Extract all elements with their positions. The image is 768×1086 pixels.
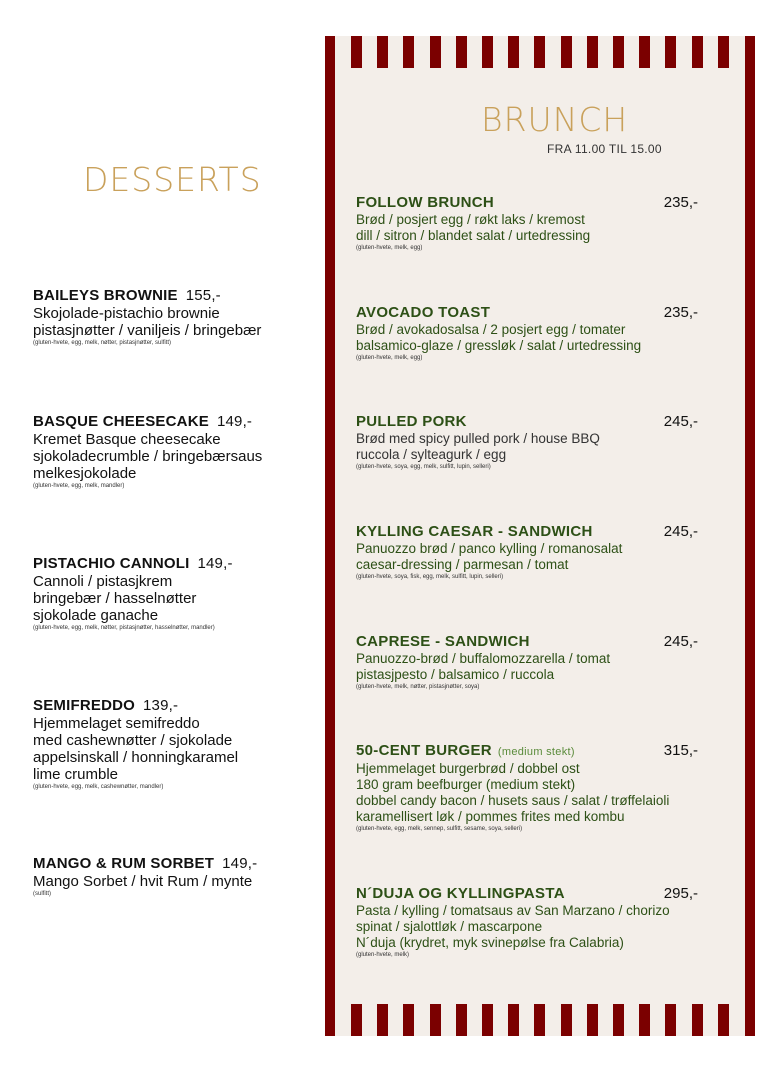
brunch-allergens: (gluten-hvete, melk, nøtter, pistasjnøtter, soya) xyxy=(356,684,480,690)
brunch-desc-line: dobbel candy bacon / husets saus / salat / trøffelaioli xyxy=(356,793,670,808)
desserts-heading: DESSERTS xyxy=(83,160,262,199)
brunch-desc-line: Brød / posjert egg / røkt laks / kremost xyxy=(356,212,585,227)
dessert-item-mango-rum-sorbet xyxy=(33,855,313,898)
dessert-desc-line: bringebær / hasselnøtter xyxy=(33,590,197,607)
brunch-desc-line: pistasjpesto / balsamico / ruccola xyxy=(356,667,555,682)
brunch-item-50-cent-burger xyxy=(356,742,706,833)
dessert-name: BASQUE CHEESECAKE xyxy=(33,413,209,430)
brunch-item-note: (medium stekt) xyxy=(497,746,575,758)
dessert-desc-line: lime crumble xyxy=(33,766,119,783)
brunch-desc-line: spinat / sjalottløk / mascarpone xyxy=(356,919,543,934)
brunch-desc-line: ruccola / sylteagurk / egg xyxy=(356,447,507,462)
dessert-name: MANGO & RUM SORBET xyxy=(33,855,215,872)
dessert-item-semifreddo xyxy=(33,697,313,791)
brunch-desc-line: balsamico-glaze / gressløk / salat / urtedressing xyxy=(356,338,642,353)
dessert-allergens: (sulfitt) xyxy=(33,891,51,897)
brunch-item-name: KYLLING CAESAR - SANDWICH xyxy=(356,523,593,540)
brunch-desc-line: dill / sitron / blandet salat / urtedressing xyxy=(356,228,591,243)
dessert-price: 139,- xyxy=(143,697,179,714)
dessert-name: PISTACHIO CANNOLI xyxy=(33,555,190,572)
brunch-item-follow-brunch xyxy=(356,194,706,252)
brunch-desc-line: caesar-dressing / parmesan / tomat xyxy=(356,557,569,572)
brunch-item-price: 245,- xyxy=(663,633,698,650)
brunch-item-avocado-toast xyxy=(356,304,706,362)
dessert-allergens: (gluten-hvete, egg, melk, mandler) xyxy=(33,483,125,489)
dessert-desc-line: appelsinskall / honningkaramel xyxy=(33,749,239,766)
dessert-name: SEMIFREDDO xyxy=(33,697,136,714)
brunch-desc-line: Brød / avokadosalsa / 2 posjert egg / tomater xyxy=(356,322,626,337)
brunch-desc-line: Panuozzo-brød / buffalomozzarella / tomat xyxy=(356,651,611,666)
brunch-item-price: 235,- xyxy=(663,304,698,321)
brunch-allergens: (gluten-hvete, melk, egg) xyxy=(356,245,423,251)
brunch-item-name: AVOCADO TOAST xyxy=(356,304,491,321)
dessert-price: 149,- xyxy=(197,555,233,572)
brunch-hours: FRA 11.00 TIL 15.00 xyxy=(547,142,662,156)
brunch-item-caprese-sandwich xyxy=(356,633,706,691)
dessert-desc-line: Mango Sorbet / hvit Rum / mynte xyxy=(33,873,253,890)
brunch-item-price: 235,- xyxy=(663,194,698,211)
dessert-item-pistachio-cannoli xyxy=(33,555,313,632)
brunch-item-name: CAPRESE - SANDWICH xyxy=(356,633,530,650)
brunch-desc-line: Brød med spicy pulled pork / house BBQ xyxy=(356,431,600,446)
brunch-item-name: N´DUJA OG KYLLINGPASTA xyxy=(356,885,565,902)
panel-border-right xyxy=(745,36,755,1036)
dessert-price: 149,- xyxy=(222,855,258,872)
brunch-item-price: 245,- xyxy=(663,523,698,540)
brunch-item-nduja-kyllingpasta xyxy=(356,885,706,959)
brunch-item-pulled-pork xyxy=(356,413,706,471)
brunch-allergens: (gluten-hvete, soya, egg, melk, sulfitt, lupin, selleri) xyxy=(356,464,491,470)
dessert-price: 155,- xyxy=(185,287,221,304)
brunch-desc-line: Pasta / kylling / tomatsaus av San Marzano / chorizo xyxy=(356,903,670,918)
brunch-allergens: (gluten-hvete, melk) xyxy=(356,952,410,958)
dessert-item-basque-cheesecake xyxy=(33,413,313,490)
dessert-desc-line: pistasjnøtter / vaniljeis / bringebær xyxy=(33,322,262,339)
brunch-allergens: (gluten-hvete, melk, egg) xyxy=(356,355,423,361)
dessert-desc-line: Cannoli / pistasjkrem xyxy=(33,573,173,590)
panel-border-left xyxy=(325,36,335,1036)
dessert-allergens: (gluten-hvete, egg, melk, cashewnøtter, mandler) xyxy=(33,784,164,790)
dessert-price: 149,- xyxy=(216,413,253,430)
dessert-desc-line: melkesjokolade xyxy=(33,465,137,482)
dessert-desc-line: Skojolade-pistachio brownie xyxy=(33,305,220,322)
brunch-desc-line: Hjemmelaget burgerbrød / dobbel ost xyxy=(356,761,580,776)
brunch-allergens: (gluten-hvete, soya, fisk, egg, melk, sulfitt, lupin, selleri) xyxy=(356,574,504,580)
brunch-item-price: 245,- xyxy=(663,413,698,430)
dessert-item-baileys-brownie xyxy=(33,287,313,347)
dessert-desc-line: Kremet Basque cheesecake xyxy=(33,431,221,448)
brunch-desc-line: Panuozzo brød / panco kylling / romanosalat xyxy=(356,541,623,556)
brunch-item-kylling-caesar-sandwich xyxy=(356,523,706,581)
brunch-allergens: (gluten-hvete, egg, melk, sennep, sulfitt, sesame, soya, selleri) xyxy=(356,826,523,832)
stripe-border-bottom xyxy=(335,1004,745,1036)
dessert-allergens: (gluten-hvete, egg, melk, nøtter, pistasjnøtter, hasselnøtter, mandler) xyxy=(33,625,215,631)
dessert-desc-line: sjokoladecrumble / bringebærsaus xyxy=(33,448,263,465)
dessert-desc-line: sjokolade ganache xyxy=(33,607,159,624)
dessert-name: BAILEYS BROWNIE xyxy=(33,287,178,304)
dessert-allergens: (gluten-hvete, egg, melk, nøtter, pistasjnøtter, sulfitt) xyxy=(33,340,172,346)
dessert-desc-line: med cashewnøtter / sjokolade xyxy=(33,732,233,749)
brunch-item-price: 295,- xyxy=(663,885,698,902)
brunch-desc-line: N´duja (krydret, myk svinepølse fra Calabria) xyxy=(356,935,624,950)
brunch-item-name: FOLLOW BRUNCH xyxy=(356,194,495,211)
brunch-item-price: 315,- xyxy=(663,742,698,759)
brunch-heading: BRUNCH xyxy=(481,100,629,139)
brunch-desc-line: karamellisert løk / pommes frites med kombu xyxy=(356,809,625,824)
stripe-border-top xyxy=(335,36,745,68)
brunch-item-name: PULLED PORK xyxy=(356,413,467,430)
brunch-desc-line: 180 gram beefburger (medium stekt) xyxy=(356,777,576,792)
brunch-item-name: 50-CENT BURGER xyxy=(356,742,492,759)
dessert-desc-line: Hjemmelaget semifreddo xyxy=(33,715,200,732)
